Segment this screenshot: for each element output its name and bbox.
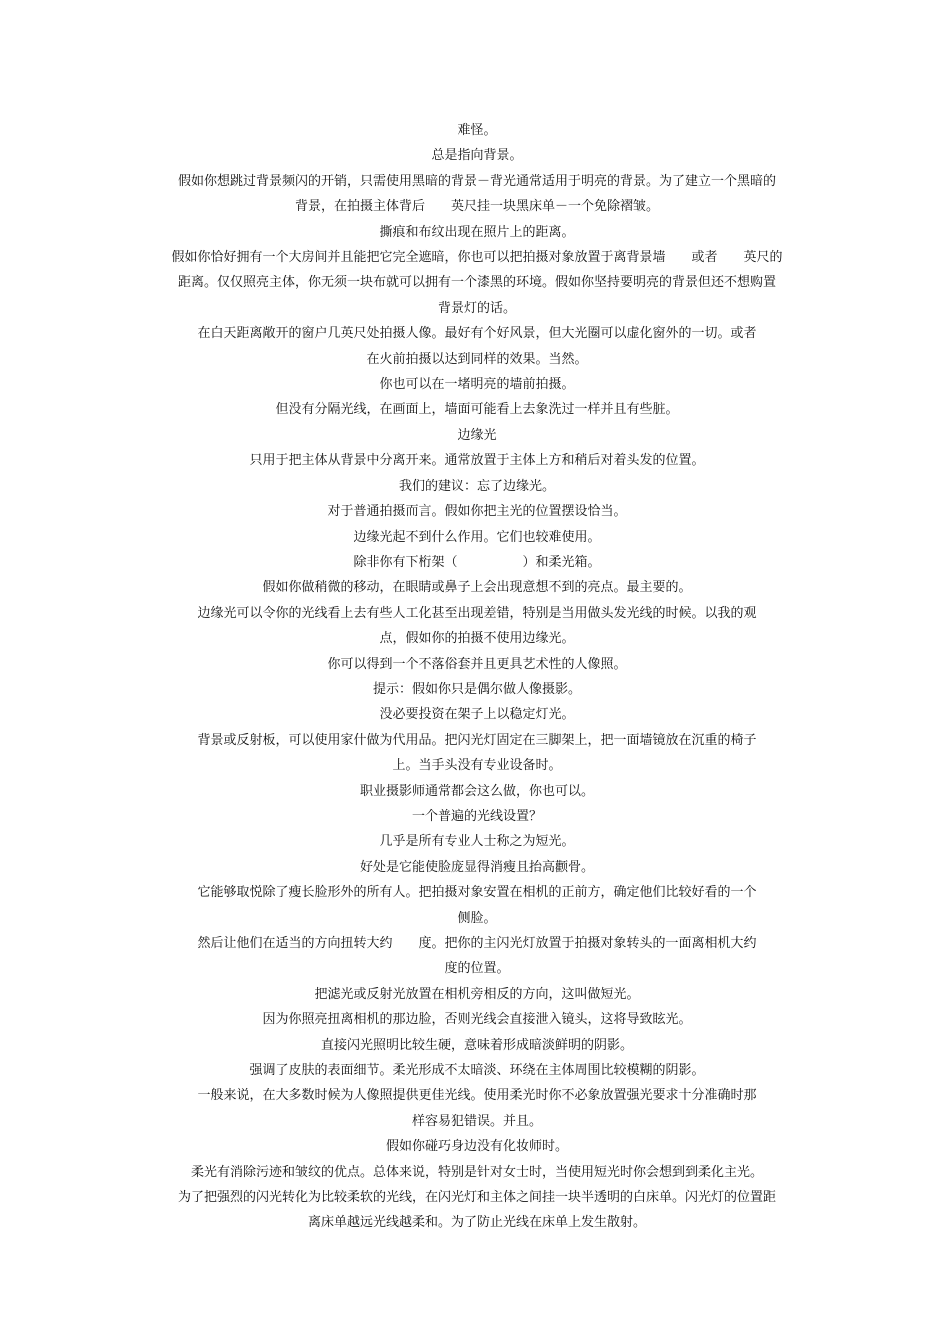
paragraph-line: 几乎是所有专业人士称之为短光。 <box>379 834 575 850</box>
paragraph-line: 好处是它能使脸庞显得消瘦且抬高颧骨。 <box>359 859 594 875</box>
paragraph-line: 职业摄影师通常都会这么做，你也可以。 <box>359 783 594 799</box>
paragraph-line: 侧脸。 <box>457 910 497 926</box>
paragraph-line: 背景，在拍摄主体背后 英尺挂一块黑床单－一个免除褶皱。 <box>294 199 659 215</box>
paragraph-line: 除非你有下桁架（ ）和柔光箱。 <box>353 554 601 570</box>
paragraph-line: 假如你做稍微的移动，在眼睛或鼻子上会出现意想不到的亮点。最主要的。 <box>262 580 692 596</box>
document-body <box>140 118 814 1236</box>
section-heading: 边缘光 <box>457 427 497 443</box>
paragraph-line: 撕痕和布纹出现在照片上的距离。 <box>379 224 575 240</box>
paragraph-line: 难怪。 <box>457 123 497 138</box>
paragraph-line: 它能够取悦除了瘦长脸形外的所有人。把拍摄对象安置在相机的正前方，确定他们比较好看的一个 <box>197 885 757 901</box>
paragraph-line: 度的位置。 <box>444 961 510 977</box>
paragraph-line: 离床单越远光线越柔和。为了防止光线在床单上发生散射。 <box>307 1215 646 1231</box>
paragraph-line: 样容易犯错误。并且。 <box>411 1113 542 1129</box>
paragraph-line: 柔光有消除污迹和皱纹的优点。总体来说，特别是针对女士时，当使用短光时你会想到到柔化主光。 <box>190 1164 763 1180</box>
section-heading: 一个普遍的光线设置？ <box>411 808 542 824</box>
paragraph-line: 你也可以在一堵明亮的墙前拍摄。 <box>379 377 575 393</box>
paragraph-line: 直接闪光照明比较生硬，意味着形成暗淡鲜明的阴影。 <box>320 1037 633 1053</box>
paragraph-line: 一般来说，在大多数时候为人像照提供更佳光线。使用柔光时你不必象放置强光要求十分准确时那 <box>197 1088 757 1104</box>
paragraph-line: 在白天距离敞开的窗户几英尺处拍摄人像。最好有个好风景，但大光圈可以虚化窗外的一切。或者 <box>197 326 757 342</box>
paragraph-line: 但没有分隔光线，在画面上，墙面可能看上去象洗过一样并且有些脏。 <box>275 402 679 418</box>
paragraph-line: 点，假如你的拍摄不使用边缘光。 <box>379 631 575 647</box>
paragraph-line: 上。当手头没有专业设备时。 <box>392 758 562 774</box>
paragraph-line: 背景灯的话。 <box>437 300 516 316</box>
paragraph-line: 没必要投资在架子上以稳定灯光。 <box>379 707 575 723</box>
paragraph-line: 因为你照亮扭离相机的那边脸，否则光线会直接泄入镜头，这将导致眩光。 <box>262 1012 692 1028</box>
paragraph-line: 假如你恰好拥有一个大房间并且能把它完全遮暗，你也可以把拍摄对象放置于离背景墙 或者 英尺的 <box>171 250 783 266</box>
paragraph-line: 我们的建议：忘了边缘光。 <box>398 478 555 494</box>
tip-line: 提示：假如你只是偶尔做人像摄影。 <box>372 681 581 697</box>
paragraph-line: 把滤光或反射光放置在相机旁相反的方向，这叫做短光。 <box>314 986 640 1002</box>
paragraph-line: 边缘光可以令你的光线看上去有些人工化甚至出现差错，特别是当用做头发光线的时候。以我的观 <box>197 605 757 621</box>
paragraph-line: 然后让他们在适当的方向扭转大约 度。把你的主闪光灯放置于拍摄对象转头的一面离相机大约 <box>197 936 757 951</box>
paragraph-line: 为了把强烈的闪光转化为比较柔软的光线，在闪光灯和主体之间挂一块半透明的白床单。闪光灯的位置距 <box>177 1190 776 1206</box>
paragraph-line: 背景或反射板，可以使用家什做为代用品。把闪光灯固定在三脚架上，把一面墙镜放在沉重的椅子 <box>197 732 757 748</box>
paragraph-line: 假如你碰巧身边没有化妆师时。 <box>385 1139 568 1155</box>
paragraph-line: 距离。仅仅照亮主体，你无须一块布就可以拥有一个漆黑的环境。假如你坚持要明亮的背景但还不想购置 <box>177 275 776 291</box>
paragraph-line: 对于普通拍摄而言。假如你把主光的位置摆设恰当。 <box>327 504 627 520</box>
paragraph-line: 边缘光起不到什么作用。它们也较难使用。 <box>353 529 601 545</box>
paragraph-line: 在火前拍摄以达到同样的效果。当然。 <box>366 351 588 367</box>
paragraph-line: 假如你想跳过背景频闪的开销，只需使用黑暗的背景－背光通常适用于明亮的背景。为了建立一个黑暗的 <box>177 173 776 189</box>
paragraph-line: 你可以得到一个不落俗套并且更具艺术性的人像照。 <box>327 656 627 672</box>
paragraph-line: 总是指向背景。 <box>431 148 523 164</box>
paragraph-line: 强调了皮肤的表面细节。柔光形成不太暗淡、环绕在主体周围比较模糊的阴影。 <box>249 1063 705 1079</box>
paragraph-line: 只用于把主体从背景中分离开来。通常放置于主体上方和稍后对着头发的位置。 <box>249 453 705 469</box>
